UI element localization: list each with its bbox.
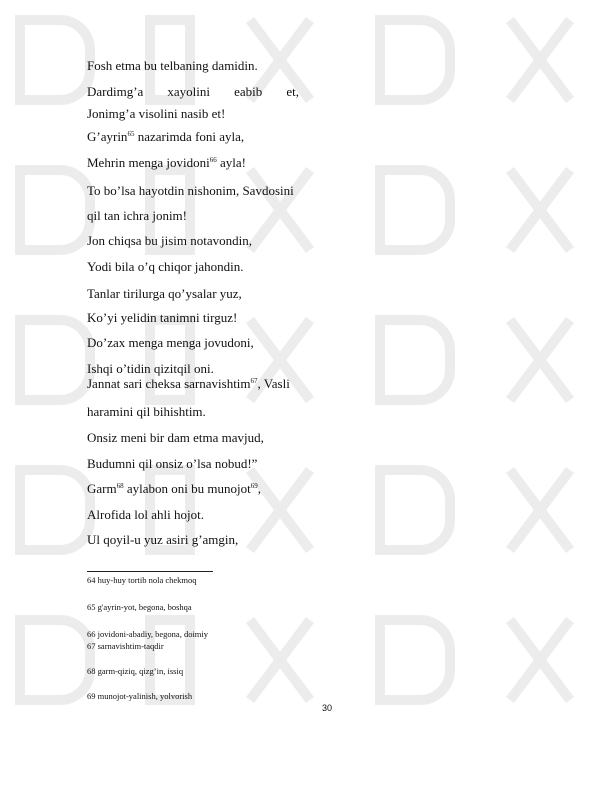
poem-line: haramini qil bihishtim. (87, 404, 206, 419)
poem-line: Jonimg’a visolini nasib et! (87, 106, 226, 121)
poem-text: Mehrin menga jovidoni (87, 155, 210, 170)
poem-word: et, (286, 84, 299, 99)
poem-line: Do’zax menga menga jovudoni, (87, 335, 254, 350)
poem-text: , (257, 481, 261, 496)
footnote: 66 jovidoni-abadiy, begona, doimiy (87, 629, 209, 639)
poem-line: Fosh etma bu telbaning damidin. (87, 58, 258, 73)
poem-text: Garm (87, 481, 117, 496)
poem-line: Budumni qil onsiz o’lsa nobud!” (87, 456, 258, 471)
poem-word: Dardimg’a (87, 84, 144, 99)
poem-line: Yodi bila o’q chiqor jahondin. (87, 259, 244, 274)
footnote-ref: 68 (116, 482, 124, 490)
footnote: 64 huy-huy tortib nola chekmoq (87, 575, 197, 585)
poem-line: Ul qoyil-u yuz asiri g’amgin, (87, 532, 239, 547)
poem-line (87, 156, 246, 170)
footnote-separator (87, 571, 213, 572)
footnote-ref: 65 (127, 130, 135, 138)
poem-line (87, 482, 261, 496)
poem-line: Onsiz meni bir dam etma mavjud, (87, 430, 264, 445)
footnote: 68 garm-qiziq, qizg’in, issiq (87, 666, 184, 676)
poem-text: , Vasli (257, 376, 290, 391)
footnote: 65 g'ayrin-yot, begona, boshqa (87, 602, 192, 612)
poem-text: nazarimda foni ayla, (134, 129, 245, 144)
poem-line: Ishqi o’tidin qizitqil oni. (87, 361, 214, 376)
poem-word: xayolini (167, 84, 211, 99)
page-number: 30 (322, 703, 333, 713)
poem-line-justified (87, 85, 299, 99)
poem-line: Jon chiqsa bu jisim notavondin, (87, 233, 253, 248)
poem-line (87, 377, 290, 391)
footnote-ref: 66 (209, 156, 217, 164)
poem-line: Tanlar tirilurga qo’ysalar yuz, (87, 286, 242, 301)
footnote: 69 munojot-yalinish, yolvorish (87, 691, 193, 701)
poem-line: qil tan ichra jonim! (87, 208, 188, 223)
footnote-ref: 69 (250, 482, 258, 490)
poem-text: G’ayrin (87, 129, 128, 144)
poem-text: Jannat sari cheksa sarnavishtim (87, 376, 251, 391)
poem-line (87, 130, 244, 144)
poem-word: eabib (234, 84, 263, 99)
footnote: 67 sarnavishtim-taqdir (87, 641, 164, 651)
poem-text: ayla! (216, 155, 246, 170)
poem-line: Alrofida lol ahli hojot. (87, 507, 204, 522)
poem-line: Ko’yi yelidin tanimni tirguz! (87, 310, 238, 325)
footnote-ref: 67 (250, 377, 258, 385)
poem-text: aylabon oni bu munojot (123, 481, 251, 496)
poem-line: To bo’lsa hayotdin nishonim, Savdosini (87, 183, 294, 198)
